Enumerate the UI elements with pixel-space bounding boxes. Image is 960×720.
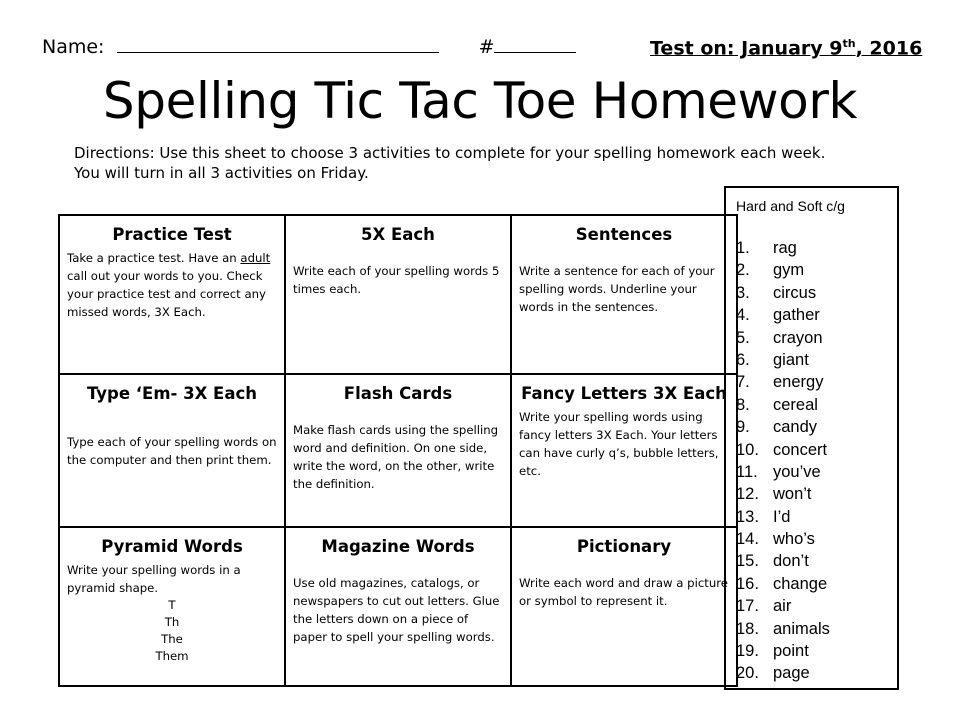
spelling-word: giant xyxy=(773,350,809,369)
word-number: 2. xyxy=(736,261,750,280)
spelling-word: candy xyxy=(773,418,818,437)
word-number: 19. xyxy=(736,642,759,661)
spelling-word: don’t xyxy=(773,552,809,571)
cell-title: Sentences xyxy=(575,225,673,244)
cell-text: Write your spelling words in a pyramid shape. xyxy=(67,563,241,595)
cell-5x-each[interactable] xyxy=(285,215,511,374)
cell-text: Type each of your spelling words on the computer and then print them. xyxy=(67,435,277,467)
spelling-word: change xyxy=(773,574,828,593)
word-list-box xyxy=(724,186,899,690)
spelling-word: rag xyxy=(773,239,797,257)
directions-line-2: You will turn in all 3 activities on Friday. xyxy=(74,164,369,182)
number-blank[interactable] xyxy=(494,34,576,53)
cell-magazine-words[interactable] xyxy=(285,527,511,686)
spelling-word: I’d xyxy=(773,507,791,526)
cell-text: Write each of your spelling words 5 times each. xyxy=(293,264,500,296)
cell-pictionary[interactable] xyxy=(511,527,737,686)
page-title: Spelling Tic Tac Toe Homework xyxy=(102,72,858,130)
word-number: 11. xyxy=(736,462,758,481)
cell-title: Pyramid Words xyxy=(101,537,243,556)
word-number: 17. xyxy=(736,597,759,616)
word-number: 9. xyxy=(736,418,750,437)
cell-title: Magazine Words xyxy=(321,537,475,556)
word-number: 12. xyxy=(736,485,759,504)
spelling-word: cereal xyxy=(773,395,818,414)
word-number: 6. xyxy=(736,350,750,369)
spelling-word: air xyxy=(773,597,792,616)
spelling-word: won’t xyxy=(773,485,812,504)
word-number: 20. xyxy=(736,664,759,683)
word-number: 8. xyxy=(736,395,750,414)
spelling-word: crayon xyxy=(773,328,823,347)
word-list-title: Hard and Soft c/g xyxy=(736,198,845,214)
spelling-word: page xyxy=(773,664,810,683)
spelling-word: gym xyxy=(773,261,805,280)
word-number: 14. xyxy=(736,530,759,549)
cell-text: Write a sentence for each of your spelling words. Underline your words in the sentences. xyxy=(519,264,715,314)
cell-title: Type ‘Em- 3X Each xyxy=(86,384,257,403)
cell-practice-test[interactable] xyxy=(59,215,285,374)
cell-text: Take a practice test. Have an adult call out your words to you. Check your practice test and correct any missed words, 3X Each. xyxy=(67,251,271,319)
test-date: Test on: January 9th, 2016 xyxy=(650,37,923,60)
cell-text: Write each word and draw a picture or symbol to represent it. xyxy=(519,576,728,608)
cell-title: Fancy Letters 3X Each xyxy=(521,384,727,403)
word-number: 4. xyxy=(736,306,750,325)
cell-title: 5X Each xyxy=(361,225,435,244)
word-number: 13. xyxy=(736,507,759,526)
word-number: 10. xyxy=(736,440,759,459)
spelling-word: gather xyxy=(773,306,820,325)
spelling-word: concert xyxy=(773,440,828,459)
spelling-word: circus xyxy=(773,283,817,302)
spelling-word: animals xyxy=(773,619,830,638)
name-line xyxy=(42,34,576,58)
cell-fancy-letters[interactable] xyxy=(511,374,737,527)
cell-title: Flash Cards xyxy=(343,384,453,403)
pyramid-example: T Th The Them xyxy=(155,598,189,663)
cell-title: Pictionary xyxy=(576,537,672,556)
spelling-word: you’ve xyxy=(773,462,821,481)
spelling-word: point xyxy=(773,642,809,661)
tic-tac-toe-grid xyxy=(58,214,738,687)
cell-flash-cards[interactable] xyxy=(285,374,511,527)
cell-text: Write your spelling words using fancy letters 3X Each. Your letters can have curly q’s, bubble letters, etc. xyxy=(519,410,719,478)
name-blank[interactable] xyxy=(117,34,439,53)
number-label: # xyxy=(478,36,495,58)
cell-title: Practice Test xyxy=(112,225,232,244)
word-number: 7. xyxy=(736,373,750,392)
cell-text: Use old magazines, catalogs, or newspapers to cut out letters. Glue the letters down on a piece of paper to spell your spelling words. xyxy=(293,576,500,644)
word-number: 5. xyxy=(736,328,750,347)
word-number: 15. xyxy=(736,552,759,571)
name-label: Name: xyxy=(42,36,105,58)
cell-type-em[interactable] xyxy=(59,374,285,527)
directions-line-1: Directions: Use this sheet to choose 3 activities to complete for your spelling homework each week. xyxy=(74,144,826,162)
cell-text: Make flash cards using the spelling word and definition. On one side, write the word, on the other, write the definition. xyxy=(293,423,499,491)
word-number: 1. xyxy=(736,239,750,257)
word-number: 16. xyxy=(736,574,759,593)
directions xyxy=(74,143,854,183)
spelling-word: energy xyxy=(773,373,824,392)
word-number: 3. xyxy=(736,283,750,302)
cell-pyramid-words[interactable] xyxy=(59,527,285,686)
spelling-word: who’s xyxy=(773,530,815,549)
cell-sentences[interactable] xyxy=(511,215,737,374)
word-number: 18. xyxy=(736,619,759,638)
